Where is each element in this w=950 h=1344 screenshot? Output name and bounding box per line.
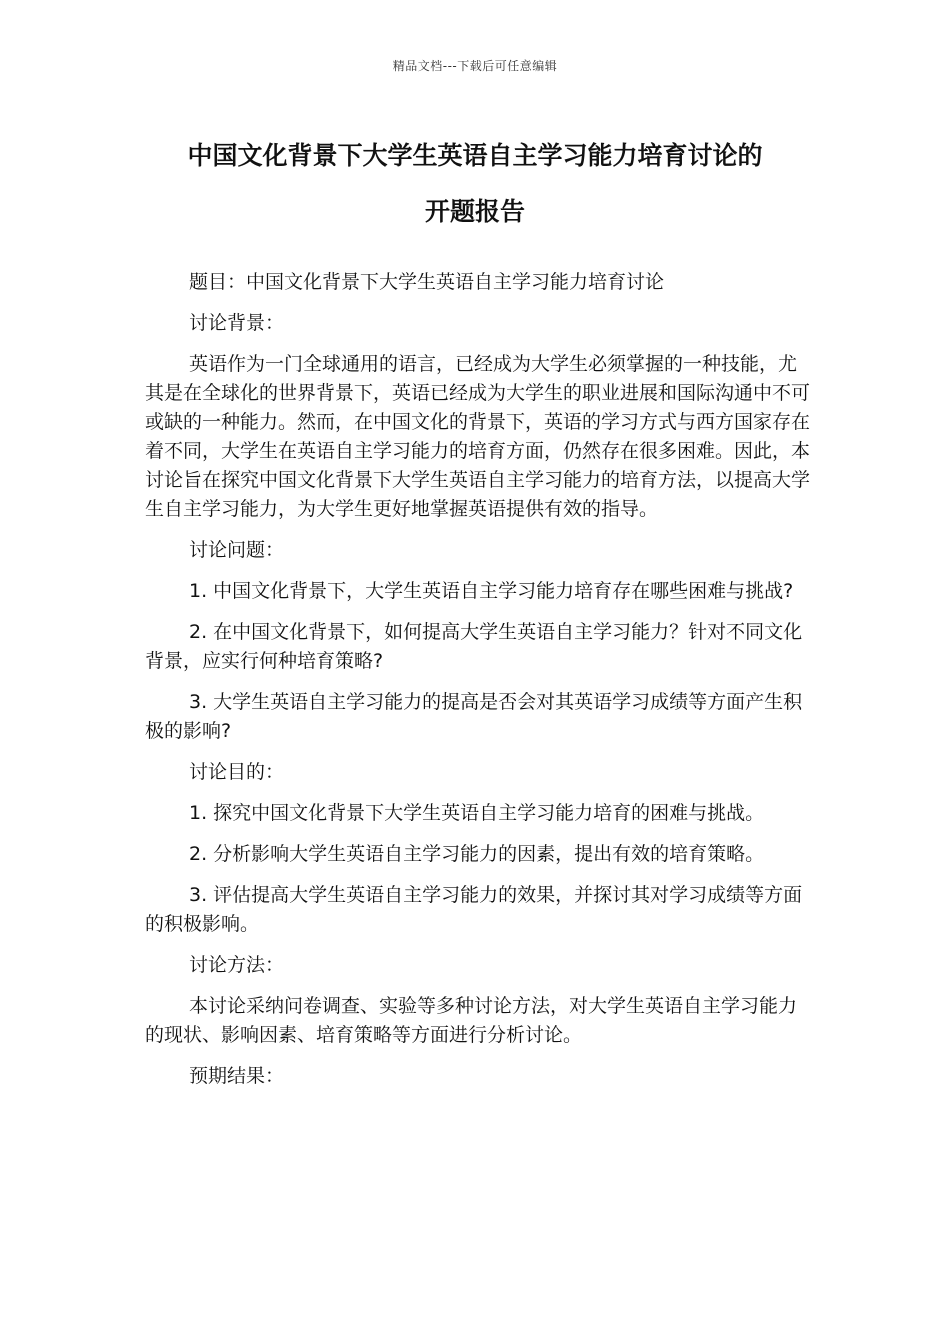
methods-paragraph: 本讨论采纳问卷调查、实验等多种讨论方法，对大学生英语自主学习能力的现状、影响因素、培育策略等方面进行分析讨论。: [145, 995, 798, 1046]
section-heading-methods: 讨论方法：: [189, 954, 285, 976]
document-title: [120, 128, 830, 240]
question-item-2: 2. 在中国文化背景下，如何提高大学生英语自主学习能力？针对不同文化背景，应实行何种培育策略?: [145, 621, 803, 672]
document-title-line-1: 中国文化背景下大学生英语自主学习能力培育讨论的: [187, 141, 763, 170]
objective-item-2: 2. 分析影响大学生英语自主学习能力的因素，提出有效的培育策略。: [189, 843, 765, 865]
objective-item-1: 1. 探究中国文化背景下大学生英语自主学习能力培育的困难与挑战。: [189, 802, 765, 824]
document-title-line-2: 开题报告: [424, 197, 525, 226]
page-header-note: 精品文档---下载后可任意编辑: [392, 59, 558, 73]
background-paragraph: 英语作为一门全球通用的语言，已经成为大学生必须掌握的一种技能，尤其是在全球化的世界背景下，英语已经成为大学生的职业进展和国际沟通中不可或缺的一种能力。然而，在中国文化的背景下，英语的学习方式与西方国家存在着不同，大学生在英语自主学习能力的培育方面，仍然存在很多困难。因此，本讨论旨在探究中国文化背景下大学生英语自主学习能力的培育方法，以提高大学生自主学习能力，为大学生更好地掌握英语提供有效的指导。: [145, 353, 811, 520]
question-item-1: 1. 中国文化背景下，大学生英语自主学习能力培育存在哪些困难与挑战?: [189, 580, 794, 602]
objective-item-3: 3. 评估提高大学生英语自主学习能力的效果，并探讨其对学习成绩等方面的积极影响。: [145, 884, 803, 935]
document-body: [145, 268, 810, 1103]
topic-line: 题目：中国文化背景下大学生英语自主学习能力培育讨论: [189, 271, 665, 293]
question-item-3: 3. 大学生英语自主学习能力的提高是否会对其英语学习成绩等方面产生积极的影响?: [145, 691, 803, 742]
section-heading-background: 讨论背景：: [189, 312, 285, 334]
section-heading-objectives: 讨论目的：: [189, 761, 285, 783]
section-heading-questions: 讨论问题：: [189, 539, 285, 561]
section-heading-expected-results: 预期结果：: [189, 1065, 285, 1087]
